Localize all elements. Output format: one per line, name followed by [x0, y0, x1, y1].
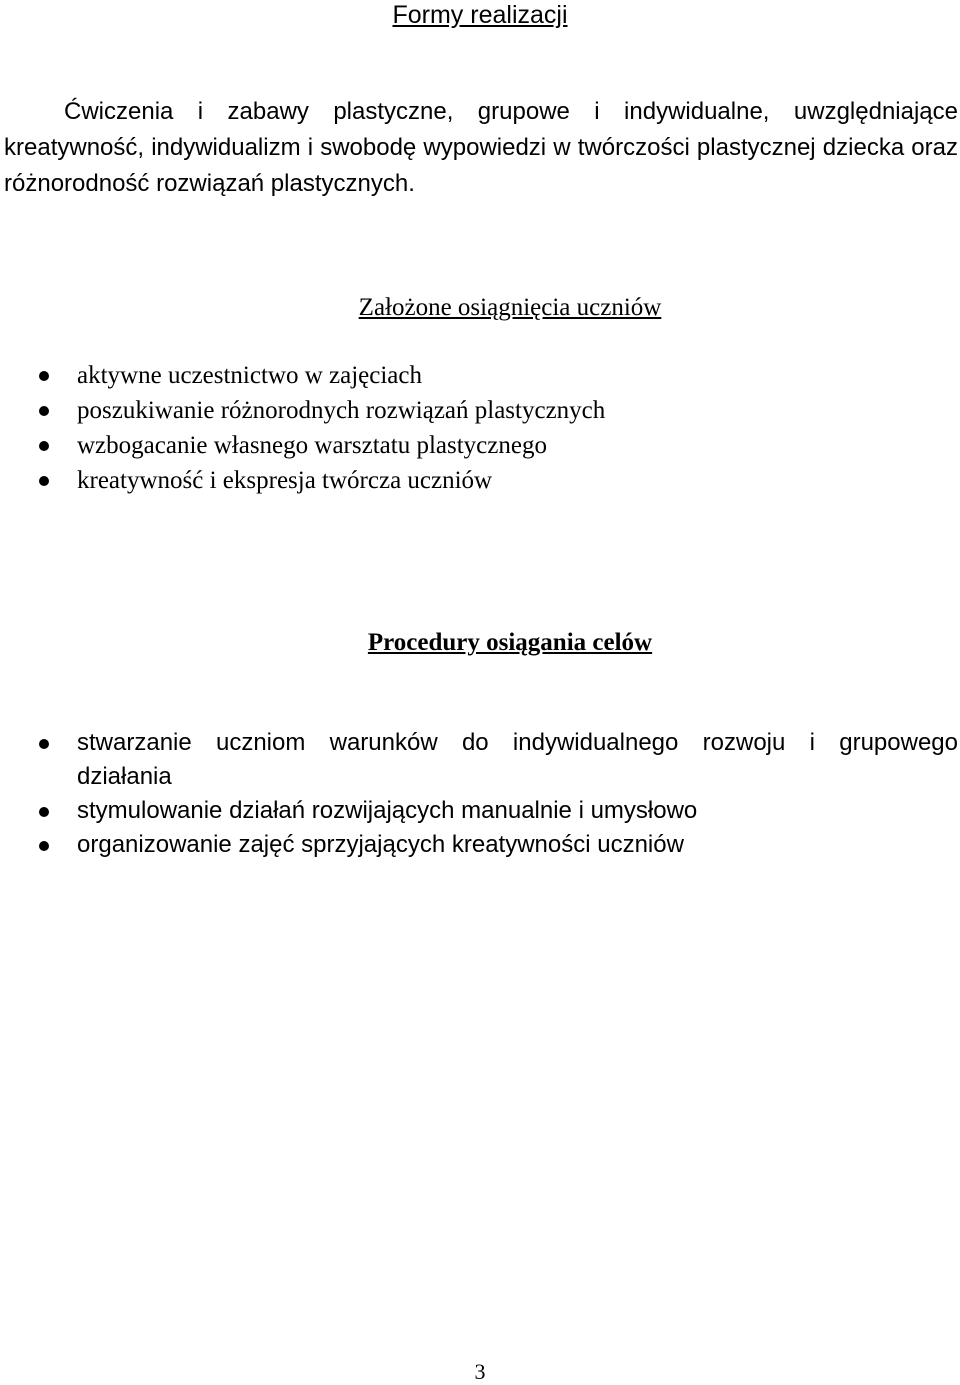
goal-text: wzbogacanie własnego warsztatu plastycznego [77, 432, 547, 459]
bullet-icon [39, 476, 49, 486]
bullet-icon [39, 841, 49, 851]
list-item [0, 828, 960, 862]
goal-text: aktywne uczestnictwo w zajęciach [77, 362, 422, 389]
goal-text: poszukiwanie różnorodnych rozwiązań plastycznych [77, 397, 606, 424]
list-item [0, 794, 960, 828]
bullet-icon [39, 739, 49, 749]
list-item [0, 428, 960, 463]
list-item [0, 358, 960, 393]
page-number: 3 [474, 1359, 486, 1384]
section-heading-goals: Założone osiągnięcia uczniów [358, 294, 662, 321]
procedure-text: stymulowanie działań rozwijających manualnie i umysłowo [77, 797, 698, 824]
procedures-list [0, 726, 960, 862]
bullet-icon [39, 406, 49, 416]
procedure-text-continuation: działania [77, 763, 172, 790]
bullet-icon [39, 807, 49, 817]
list-item [0, 463, 960, 498]
bullet-icon [39, 371, 49, 381]
intro-text: Ćwiczenia i zabawy plastyczne, grupowe i indywidualne, uwzględniające kreatywność, indywidualizm i swobodę wypowiedzi w twórczości plastycznej dziecka oraz różnorodność rozwiązań plastycznych. [4, 98, 958, 197]
goal-text: kreatywność i ekspresja twórcza uczniów [77, 467, 493, 494]
goals-list [0, 358, 960, 498]
procedure-text: stwarzanie uczniom warunków do indywidualnego rozwoju i grupowego [77, 729, 958, 756]
section-heading-forms: Formy realizacji [392, 1, 568, 29]
section-heading-procedures: Procedury osiągania celów [367, 629, 653, 656]
procedure-text: organizowanie zajęć sprzyjających kreatywności uczniów [77, 831, 684, 858]
list-item [0, 726, 960, 794]
list-item [0, 393, 960, 428]
intro-paragraph [4, 94, 958, 202]
bullet-icon [39, 441, 49, 451]
